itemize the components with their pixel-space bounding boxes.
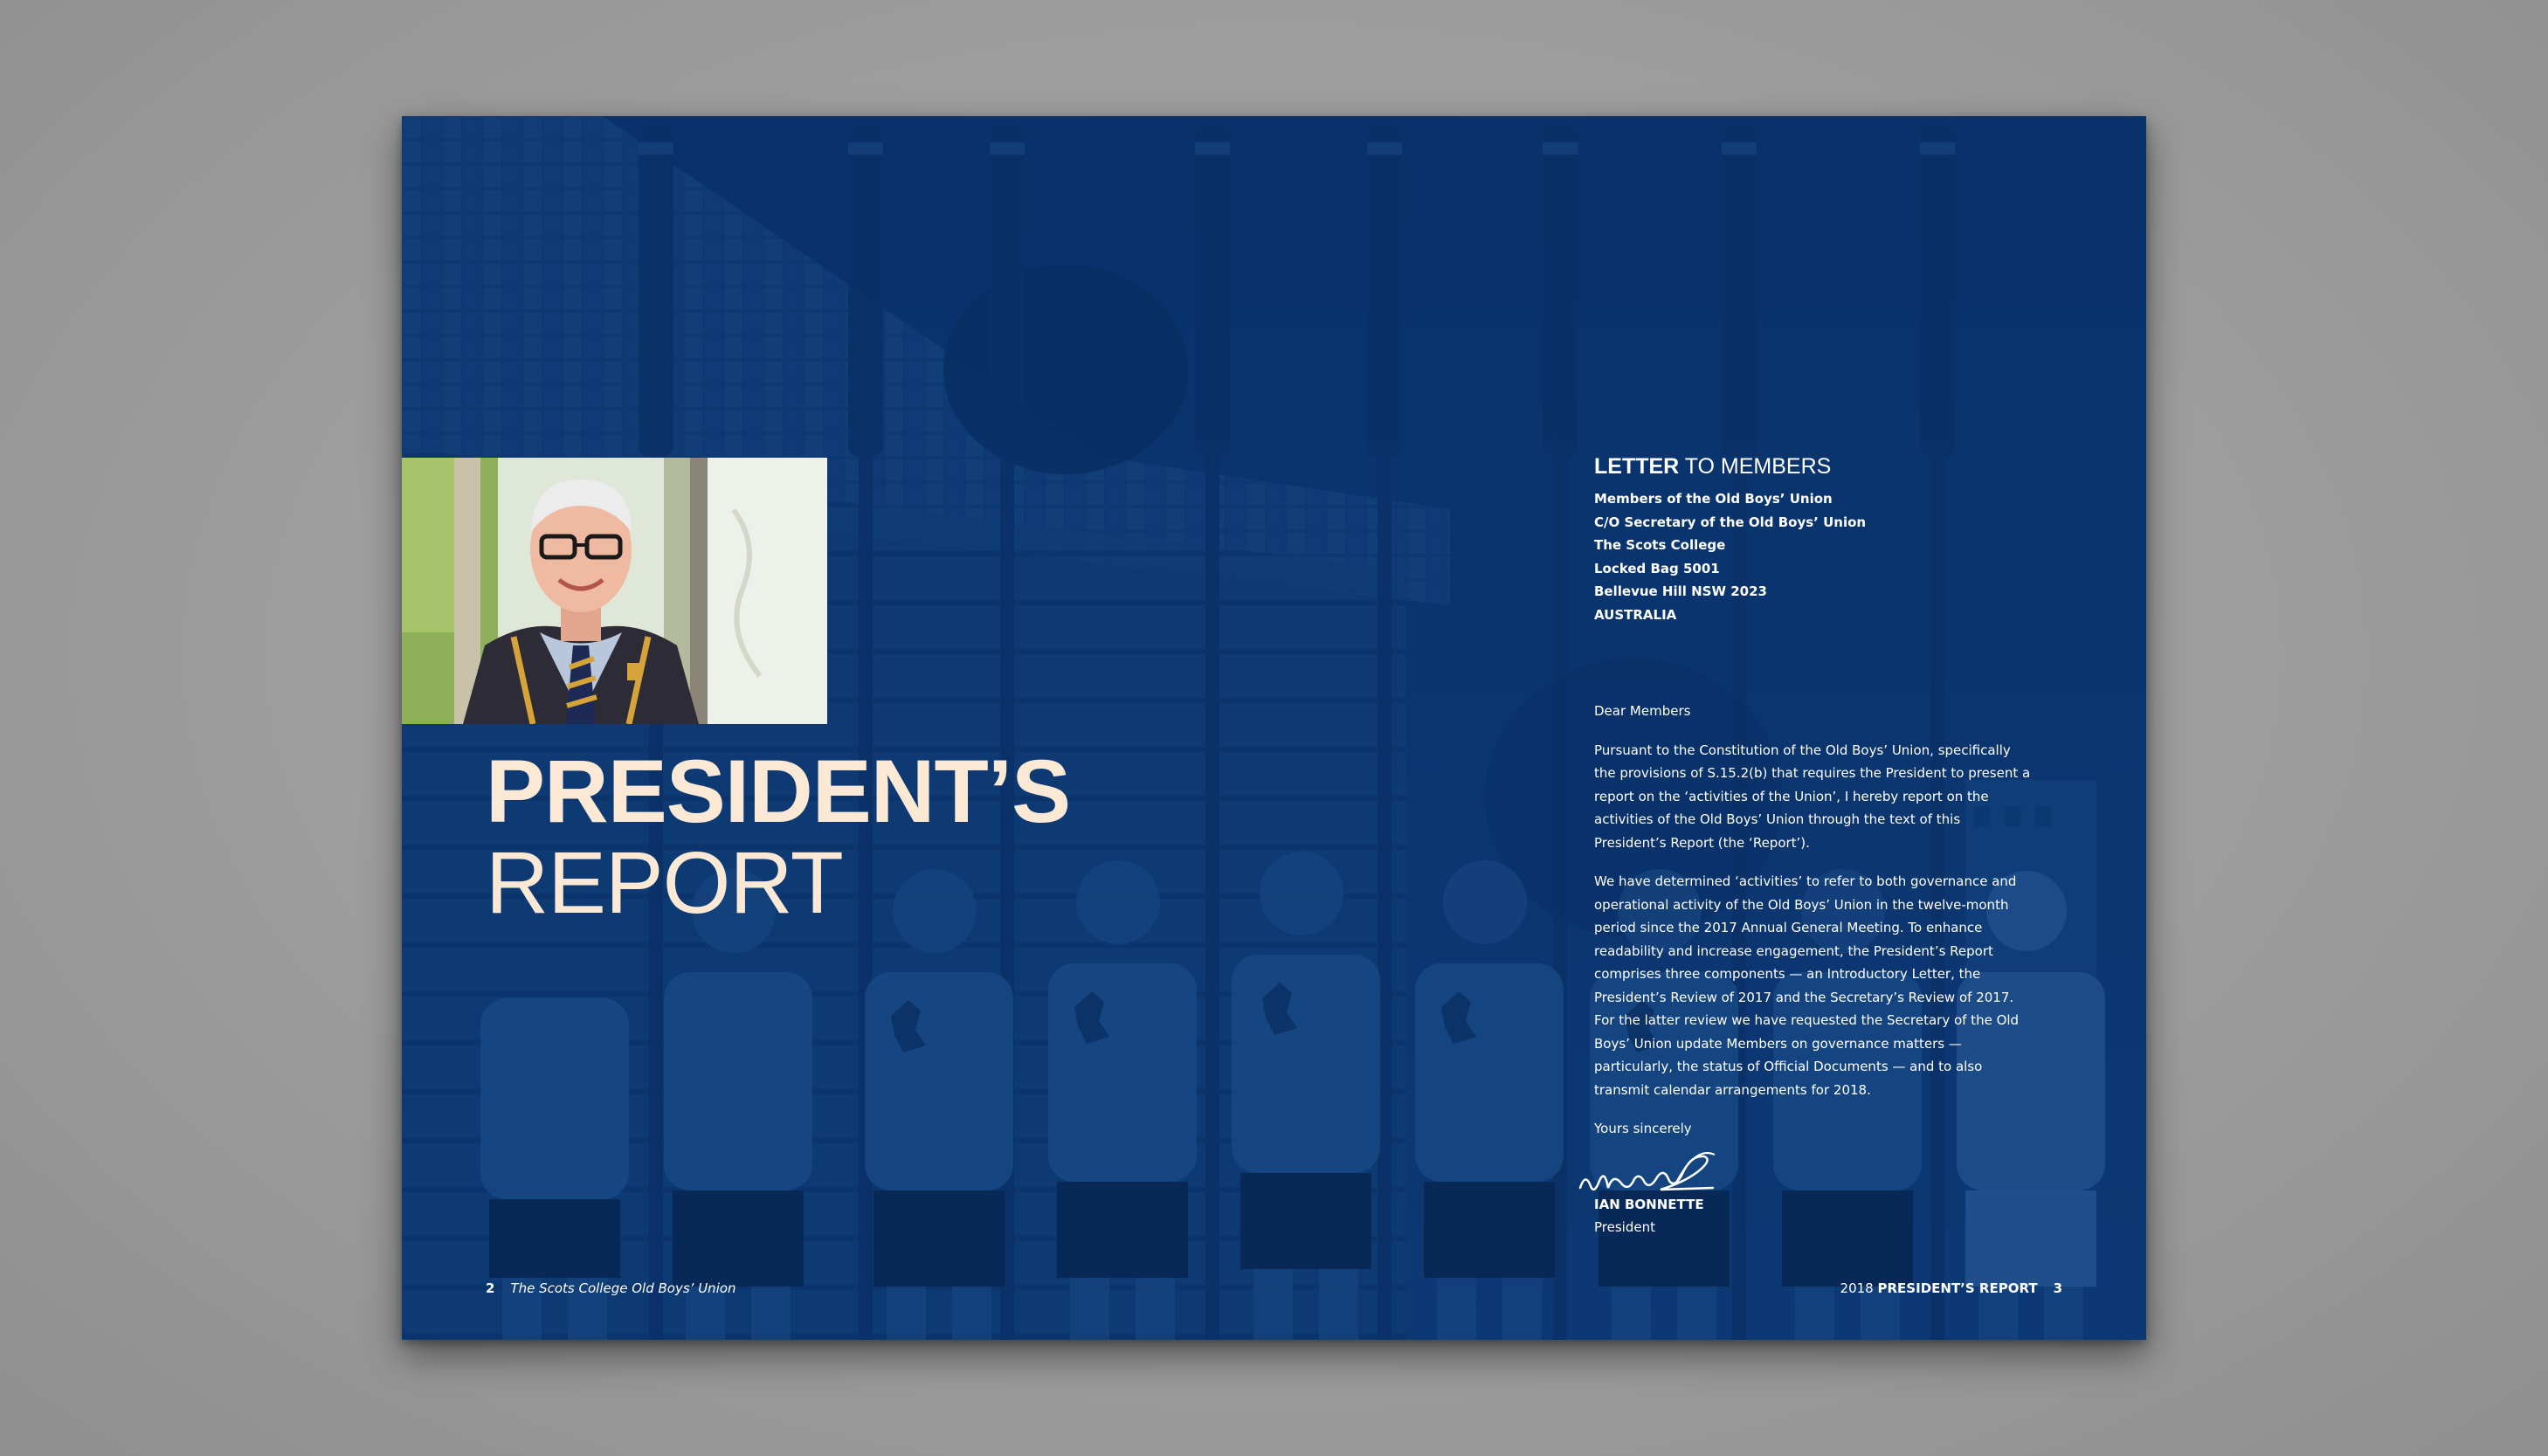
page-number-right: 3 [2053,1280,2062,1296]
address-line: AUSTRALIA [1594,606,1677,623]
closing: Yours sincerely [1594,1121,1692,1136]
letter-heading [1594,452,2031,480]
signatory-role: President [1594,1219,1655,1235]
letter-paragraph: Pursuant to the Constitution of the Old Boys’ Union, specifically the provisions of S.15.2(b) that requires the President to present a report on the ‘activities of the Union’, I hereby report on the activities of the Old Boys’ Union through the text of this President’s Report (the ‘Report’). [1594,742,2031,851]
address-line: Members of the Old Boys’ Union [1594,491,1833,507]
footer-year: 2018 [1840,1280,1874,1296]
report-title-line2: REPORT [486,834,843,932]
signatory-name: IAN BONNETTE [1594,1196,1704,1212]
publication-name: The Scots College Old Boys’ Union [510,1280,736,1296]
letter-paragraph: We have determined ‘activities’ to refer to both governance and operational activity of the Old Boys’ Union in the twelve-month period since the 2017 Annual General Meeting. To enhance readability and increase engagement, the President’s Report comprises three components — an Introductory Letter, the President’s Review of 2017 and the Secretary’s Review of 2017. For the latter review we have requested the Secretary of the Old Boys’ Union update Members on governance matters — particularly, the status of Official Documents — and to also transmit calendar arrangements for 2018. [1594,873,2020,1098]
report-title-line1: PRESIDENT’S [486,742,1071,841]
letter-heading-bold: LETTER [1594,454,1680,479]
address-line: C/O Secretary of the Old Boys’ Union [1594,514,1867,530]
president-portrait-photo [402,458,827,724]
page-number-left: 2 [486,1280,495,1296]
footer-section-title: PRESIDENT’S REPORT [1877,1280,2038,1296]
footer-left [486,1280,736,1296]
salutation: Dear Members [1594,703,1691,719]
address-line: Locked Bag 5001 [1594,560,1720,576]
recipient-address [1594,487,2031,626]
footer-right [1840,1280,2062,1296]
magazine-spread [402,116,2146,1340]
address-line: The Scots College [1594,537,1726,553]
letter-heading-rest: TO MEMBERS [1679,454,1832,479]
address-line: Bellevue Hill NSW 2023 [1594,583,1767,599]
letter-to-members [1594,452,2031,1239]
